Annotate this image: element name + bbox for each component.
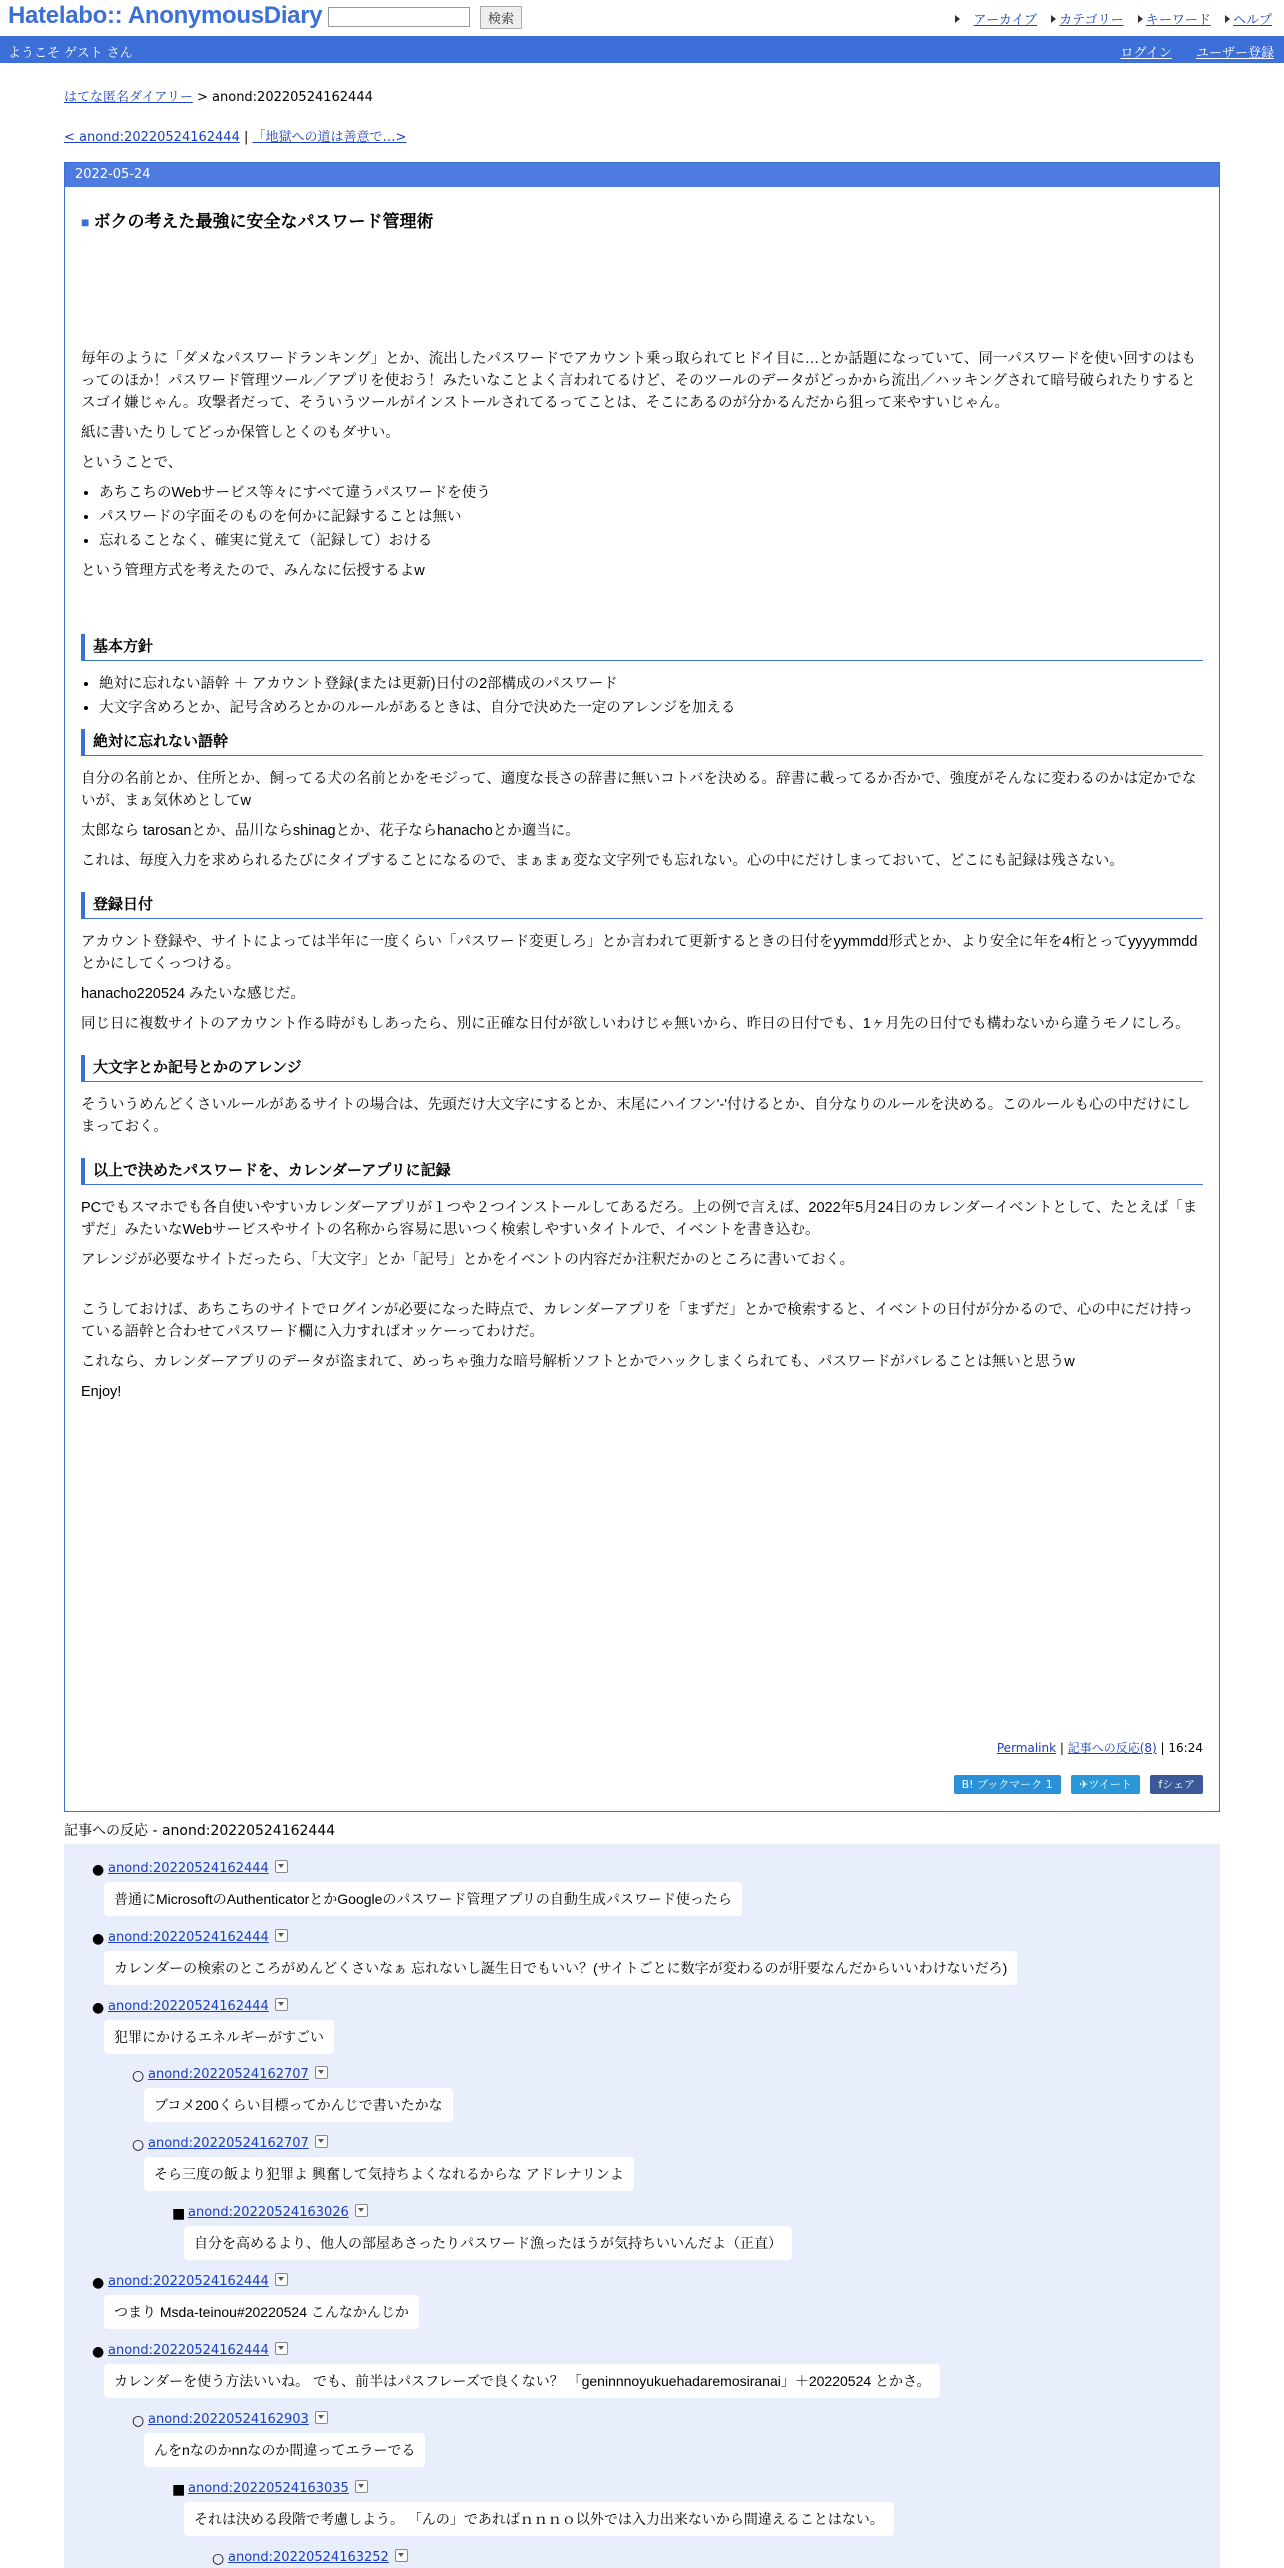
bullet-icon: ● (92, 2344, 105, 2360)
chevron-down-icon[interactable] (395, 2549, 408, 2562)
reaction-link[interactable]: anond:20220524162707 (148, 2067, 309, 2082)
reaction-link[interactable]: anond:20220524162444 (108, 1999, 269, 2014)
entry-box (64, 162, 1220, 1812)
facebook-icon: f (1158, 1778, 1163, 1791)
breadcrumb-sep: > (196, 90, 208, 105)
list-item (132, 2066, 328, 2084)
next-entry-link[interactable]: 「地獄への道は善意で…> (252, 130, 407, 145)
list-item (92, 2342, 288, 2360)
reaction-text: それは決める段階で考慮しよう。 「んの」であればｎｎｎｏ以外では入力出来ないから間違えることはない。 (184, 2502, 894, 2536)
reaction-text: カレンダーの検索のところがめんどくさいなぁ 忘れないし誕生日でもいい？(サイトごとに数字が変わるのが肝要なんだからいいわけないだろ) (104, 1951, 1017, 1985)
bullet-icon: ○ (132, 2413, 145, 2429)
list (81, 673, 1203, 719)
share-label: シェア (1162, 1778, 1195, 1791)
pager-sep: | (244, 130, 249, 145)
breadcrumb-current: anond:20220524162444 (212, 90, 373, 105)
permalink[interactable]: Permalink (996, 1741, 1057, 1755)
welcome-text: ようこそ ゲスト さん (8, 46, 133, 61)
list-item: • あちこちのWebサービス等々にすべて違うパスワードを使う (99, 482, 1203, 504)
section-heading: 絶対に忘れない語幹 (81, 729, 1203, 756)
entry-date: 2022-05-24 (65, 163, 1219, 187)
bullet-icon: ● (92, 2000, 105, 2016)
entry-title-text: ボクの考えた最強に安全なパスワード管理術 (93, 212, 434, 231)
reaction-link[interactable]: anond:20220524162707 (148, 2136, 309, 2151)
paragraph: PCでもスマホでも各自使いやすいカレンダーアプリが１つや２つインストールしてあるだろ。上の例で言えば、2022年5月24日のカレンダーイベントとして、たとえば「まずだ」みたいなWebサービスやサイトの名称から容易に思いつく検索しやすいタイトルで、イベントを書き込む。 (81, 1200, 1198, 1238)
bullet-icon: ■ (172, 2206, 186, 2222)
chevron-down-icon[interactable] (355, 2480, 368, 2493)
nav-archive[interactable]: アーカイブ (973, 13, 1038, 28)
chevron-down-icon[interactable] (275, 1998, 288, 2011)
bullet-icon: ■ (172, 2482, 186, 2498)
paragraph: そういうめんどくさいルールがあるサイトの場合は、先頭だけ大文字にするとか、末尾にハイフン'-'付けるとか、自分なりのルールを決める。このルールも心の中だけにしまっておく。 (81, 1097, 1191, 1135)
paragraph: という管理方式を考えたので、みんなに伝授するよw (81, 563, 425, 579)
search-button[interactable]: 検索 (480, 6, 522, 29)
paragraph: アカウント登録や、サイトによっては半年に一度くらい「パスワード変更しろ」とか言われて更新するときの日付をyymmdd形式とか、より安全に年を4桁とってyyyymmddとかにしてくっつける。 (81, 934, 1198, 972)
user-bar (0, 36, 1284, 63)
entry-body (81, 348, 1203, 1403)
section-heading: 以上で決めたパスワードを、カレンダーアプリに記録 (81, 1158, 1203, 1185)
reaction-link[interactable]: anond:20220524162444 (108, 1861, 269, 1876)
bird-icon: ✈ (1079, 1778, 1089, 1791)
reaction-link[interactable]: anond:20220524162444 (108, 2274, 269, 2289)
reactions-header: 記事への反応 - anond:20220524162444 (64, 1820, 1220, 1846)
reaction-link[interactable]: anond:20220524162444 (108, 1930, 269, 1945)
paragraph: 紙に書いたりしてどっか保管しとくのもダサい。 (81, 425, 400, 441)
entry-time: 16:24 (1168, 1741, 1203, 1755)
paragraph: これなら、カレンダーアプリのデータが盗まれて、めっちゃ強力な暗号解析ソフトとかでハックしまくられても、パスワードがバレることは無いと思うw (81, 1354, 1075, 1370)
caret-icon (1138, 15, 1143, 23)
chevron-down-icon[interactable] (315, 2411, 328, 2424)
bullet-icon: ● (92, 1931, 105, 1947)
list-item (212, 2549, 408, 2567)
bullet-icon: ● (92, 2275, 105, 2291)
square-icon: ■ (81, 214, 90, 230)
reaction-link[interactable]: anond:20220524162903 (148, 2412, 309, 2427)
top-nav (955, 9, 1272, 28)
nav-help[interactable]: ヘルプ (1232, 13, 1272, 28)
search-input[interactable] (328, 7, 470, 27)
tweet-label: ツイート (1088, 1778, 1132, 1791)
section-heading: 大文字とか記号とかのアレンジ (81, 1055, 1203, 1082)
paragraph: アレンジが必要なサイトだったら、「大文字」とか「記号」とかをイベントの内容だか注釈だかのところに書いておく。 (81, 1252, 855, 1268)
chevron-down-icon[interactable] (355, 2204, 368, 2217)
list-item: • 絶対に忘れない語幹 ＋ アカウント登録(または更新)日付の2部構成のパスワード (99, 673, 1203, 695)
list-item (172, 2480, 368, 2498)
list-item (132, 2135, 328, 2153)
caret-icon (1051, 15, 1056, 23)
reaction-text: 犯罪にかけるエネルギーがすごい (104, 2020, 334, 2054)
site-logo[interactable]: Hatelabo:: AnonymousDiary (8, 2, 323, 29)
paragraph: 太郎なら tarosanとか、品川ならshinagとか、花子ならhanachoとか適当に。 (81, 823, 580, 839)
bookmark-button[interactable]: B! ブックマーク 1 (954, 1775, 1061, 1794)
list-item: • 大文字含めろとか、記号含めろとかのルールがあるときは、自分で決めた一定のアレンジを加える (99, 697, 1203, 719)
section-heading: 登録日付 (81, 892, 1203, 919)
share-buttons (948, 1775, 1203, 1794)
paragraph: 同じ日に複数サイトのアカウント作る時がもしあったら、別に正確な日付が欲しいわけじゃ無いから、昨日の日付でも、1ヶ月先の日付でも構わないから違うモノにしろ。 (81, 1016, 1190, 1032)
paragraph: ということで、 (81, 455, 183, 471)
entry-footer: Permalink | 記事への反応(8) | 16:24 (996, 1741, 1203, 1755)
list-item (92, 1998, 288, 2016)
list-item (92, 2273, 288, 2291)
chevron-down-icon[interactable] (315, 2066, 328, 2079)
list-item (92, 1860, 288, 1878)
section-heading: 基本方針 (81, 634, 1203, 661)
chevron-down-icon[interactable] (275, 2342, 288, 2355)
chevron-down-icon[interactable] (275, 1929, 288, 1942)
paragraph: こうしておけば、あちこちのサイトでログインが必要になった時点で、カレンダーアプリを「まずだ」とかで検索すると、イベントの日付が分かるので、心の中にだけ持っている語幹と合わせてパスワード欄に入力すればオッケーってわけだ。 (81, 1302, 1193, 1340)
reaction-text: ブコメ200くらい目標ってかんじで書いたかな (144, 2088, 453, 2122)
paragraph: これは、毎度入力を求められるたびにタイプすることになるので、まぁまぁ変な文字列でも忘れない。心の中にだけしまっておいて、どこにも記録は残さない。 (81, 853, 1124, 869)
bullet-icon: ● (92, 1862, 105, 1878)
chevron-down-icon[interactable] (275, 2273, 288, 2286)
bullet-icon: ○ (132, 2068, 145, 2084)
breadcrumb-root[interactable]: はてな匿名ダイアリー (64, 90, 193, 105)
paragraph: Enjoy! (81, 1384, 122, 1400)
list-item: • 忘れることなく、確実に覚えて（記録して）おける (99, 530, 1203, 552)
list-item (92, 1929, 288, 1947)
fb-share-button[interactable] (1150, 1775, 1203, 1794)
entry-title (81, 207, 1203, 232)
nav-category[interactable]: カテゴリー (1059, 13, 1124, 28)
reactions-list (64, 1844, 1220, 2568)
caret-icon (955, 15, 960, 23)
reactions-link[interactable]: 記事への反応(8) (1067, 1741, 1157, 1755)
paragraph: 毎年のように「ダメなパスワードランキング」とか、流出したパスワードでアカウント乗っ取られてヒドイ目に…とか話題になっていて、同一パスワードを使い回すのはもってのほか！パスワード管理ツール／アプリを使おう！みたいなことよく言われてるけど、そのツールのデータがどっかから流出／ハッキングされて暗号破られたりするとスゴイ嫌じゃん。攻撃者だって、そういうツールがインストールされてるってことは、そこにあるのが分かるんだから狙って来やすいじゃん。 (81, 351, 1196, 411)
prev-entry-link[interactable]: < anond:20220524162444 (64, 130, 240, 145)
login-link[interactable]: ログイン (1120, 46, 1172, 61)
nav-keyword[interactable]: キーワード (1145, 13, 1211, 28)
paragraph: hanacho220524 みたいな感じだ。 (81, 986, 306, 1002)
top-header (0, 0, 1284, 36)
reaction-text: つまり Msda-teinou#20220524 こんなかんじか (104, 2295, 419, 2329)
bullet-icon: ○ (212, 2551, 225, 2567)
reaction-text: そら三度の飯より犯罪よ 興奮して気持ちよくなれるからな アドレナリンよ (144, 2157, 634, 2191)
reaction-link[interactable]: anond:20220524163252 (228, 2550, 389, 2565)
tweet-button[interactable] (1071, 1775, 1140, 1794)
chevron-down-icon[interactable] (275, 1860, 288, 1873)
reaction-link[interactable]: anond:20220524163026 (188, 2205, 349, 2220)
chevron-down-icon[interactable] (315, 2135, 328, 2148)
reaction-text: んをnなのかnnなのか間違ってエラーでる (144, 2433, 425, 2467)
register-link[interactable]: ユーザー登録 (1195, 46, 1274, 61)
reaction-text: カレンダーを使う方法いいね。 でも、前半はパスフレーズで良くない？ 「geninnnoyukuehadaremosiranai」＋20220524 とかさ。 (104, 2364, 940, 2398)
reaction-text: 自分を高めるより、他人の部屋あさったりパスワード漁ったほうが気持ちいいんだよ（正直） (184, 2226, 792, 2260)
breadcrumb (64, 86, 373, 105)
list (81, 482, 1203, 552)
paragraph: 自分の名前とか、住所とか、飼ってる犬の名前とかをモジって、適度な長さの辞書に無いコトバを決める。辞書に載ってるか否かで、強度がそんなに変わるのかは定かでないが、まぁ気休めとしてw (81, 771, 1197, 809)
bullet-icon: ○ (132, 2137, 145, 2153)
reaction-text: 普通にMicrosoftのAuthenticatorとかGoogleのパスワード管理アプリの自動生成パスワード使ったら (104, 1882, 742, 1916)
caret-icon (1225, 15, 1230, 23)
list-item (132, 2411, 328, 2429)
reaction-link[interactable]: anond:20220524162444 (108, 2343, 269, 2358)
list-item: • パスワードの字面そのものを何かに記録することは無い (99, 506, 1203, 528)
list-item (172, 2204, 368, 2222)
pager (64, 126, 406, 145)
reaction-link[interactable]: anond:20220524163035 (188, 2481, 349, 2496)
